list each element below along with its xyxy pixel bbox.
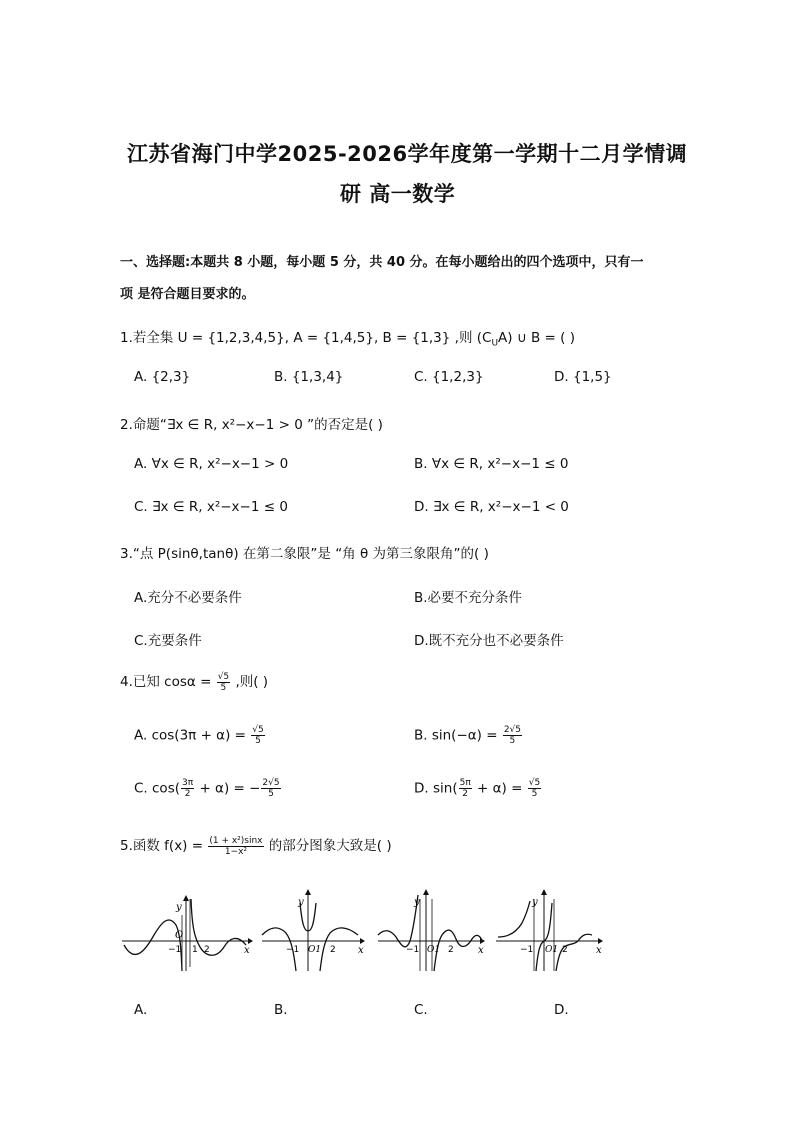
- q5-option-d[interactable]: D.: [554, 1002, 569, 1018]
- q5-option-b[interactable]: B.: [274, 1002, 288, 1018]
- graph-c-tick-2: 2: [448, 945, 454, 955]
- graph-c-curve-right: [434, 930, 482, 971]
- graph-c-y-label: y: [414, 897, 420, 908]
- q5-option-a[interactable]: A.: [134, 1002, 148, 1018]
- graph-b-tick-2: 2: [330, 945, 336, 955]
- graph-d-y-label: y: [532, 897, 538, 908]
- q4-stem-num: √5: [217, 671, 230, 682]
- q1-stem-tail: A) ∪ B = ( ): [498, 330, 575, 346]
- graph-c-y-arrow: [423, 889, 429, 895]
- question-4-stem: [120, 670, 268, 693]
- graph-d-tick-2: 2: [562, 945, 568, 955]
- graph-a-tick-m1: −1: [168, 945, 182, 955]
- q4d-num: √5: [528, 778, 541, 788]
- q4c-den: 5: [268, 789, 274, 799]
- q4b-fraction: [503, 725, 522, 746]
- page-subtitle: 研 高一数学: [340, 182, 456, 206]
- graph-b-x-arrow: [360, 938, 365, 944]
- graph-c-x-label: x: [478, 945, 484, 956]
- graph-d-x-label: x: [596, 945, 602, 956]
- graph-b-y-arrow: [305, 889, 311, 895]
- q4c-fraction: [261, 778, 280, 799]
- q4a-fraction: [251, 725, 264, 746]
- q4c-mid: + α) = −: [195, 780, 261, 797]
- graph-b-tick-m1: −1: [286, 945, 300, 955]
- graph-a-y-label: y: [176, 902, 182, 913]
- q4c-pre: C. cos(: [134, 780, 180, 797]
- q4d-den0: 2: [462, 789, 469, 799]
- q3-option-a[interactable]: A.充分不必要条件: [134, 590, 242, 606]
- q3-option-c[interactable]: C.充要条件: [134, 633, 202, 649]
- q4a-den: 5: [255, 736, 261, 746]
- q4-option-a[interactable]: [134, 725, 266, 746]
- q5-option-c[interactable]: C.: [414, 1002, 428, 1018]
- q4b-num: 2√5: [503, 725, 522, 735]
- q4-stem-den: 5: [220, 682, 227, 693]
- graph-b-curve-right: [320, 928, 358, 971]
- graph-a-x-arrow: [248, 938, 253, 944]
- page-title: 江苏省海门中学2025-2026学年度第一学期十二月学情调: [127, 142, 688, 166]
- q2-option-c[interactable]: C. ∃x ∈ R, x²−x−1 ≤ 0: [134, 499, 288, 515]
- q4-stem-fraction: [217, 672, 230, 693]
- q4d-fraction: [528, 778, 541, 799]
- graph-c-tick-m1: −1: [406, 945, 420, 955]
- q5-graph-b[interactable]: [260, 885, 372, 975]
- graph-a-x-label: x: [244, 945, 250, 956]
- graph-a-y-arrow: [183, 895, 189, 901]
- section-heading-line2: 项 是符合题目要求的。: [120, 287, 255, 302]
- q4a-num: √5: [252, 725, 264, 735]
- q4-stem-pre: 4.已知 cosα =: [120, 674, 216, 690]
- q4c-den0: 2: [184, 789, 191, 799]
- graph-a-tick-1: 1: [192, 945, 198, 955]
- q1-option-c[interactable]: C. {1,2,3}: [414, 369, 484, 385]
- q5-graph-c[interactable]: [376, 885, 492, 975]
- question-1-stem: [120, 326, 575, 349]
- q4d-mid: + α) =: [472, 780, 527, 797]
- q4c-num0: 3π: [182, 778, 194, 788]
- q4d-den: 5: [531, 789, 538, 799]
- q5-stem-pre: 5.函数 f(x) =: [120, 838, 208, 854]
- graph-d-o1: O1: [545, 945, 559, 955]
- q4c-num: 2√5: [262, 778, 280, 788]
- graph-a-origin-label: O: [175, 930, 184, 941]
- q1-option-b[interactable]: B. {1,3,4}: [274, 369, 344, 385]
- q5-graph-a[interactable]: [120, 885, 256, 975]
- q4-option-d[interactable]: [414, 778, 542, 799]
- question-2-stem: 2.命题“∃x ∈ R, x²−x−1 > 0 ”的否定是( ): [120, 417, 383, 433]
- graph-a-curve-right: [191, 899, 246, 955]
- graph-b-o1: O1: [308, 945, 322, 955]
- q4-option-c[interactable]: [134, 778, 282, 799]
- q4d-pre: D. sin(: [414, 780, 458, 797]
- q1-stem-text: 1.若全集 U = {1,2,3,4,5}, A = {1,4,5}, B = {1,3} ,则 (C: [120, 330, 492, 346]
- q5-stem-den: 1−x²: [224, 846, 248, 857]
- graph-b-y-label: y: [298, 897, 304, 908]
- graph-a-tick-2: 2: [204, 945, 210, 955]
- graph-b-x-label: x: [358, 945, 364, 956]
- q1-option-a[interactable]: A. {2,3}: [134, 369, 191, 385]
- question-3-stem: 3.“点 P(sinθ,tanθ) 在第二象限”是 “角 θ 为第三象限角”的( ): [120, 546, 489, 562]
- graph-d-x-arrow: [598, 938, 603, 944]
- q3-option-d[interactable]: D.既不充分也不必要条件: [414, 633, 564, 649]
- q2-option-a[interactable]: A. ∀x ∈ R, x²−x−1 > 0: [134, 456, 289, 472]
- question-5-stem: [120, 834, 392, 857]
- q4-option-b[interactable]: [414, 725, 523, 746]
- graph-d-y-arrow: [541, 889, 547, 895]
- section-heading-line1: 一、选择题:本题共 8 小题，每小题 5 分，共 40 分。在每小题给出的四个选项中，只有一: [120, 255, 644, 270]
- q2-option-d[interactable]: D. ∃x ∈ R, x²−x−1 < 0: [414, 499, 569, 515]
- q4b-pre: B. sin(−α) =: [414, 727, 502, 744]
- q5-stem-fraction: [208, 836, 263, 857]
- q4b-den: 5: [509, 736, 516, 746]
- graph-c-curve-left: [378, 895, 418, 947]
- q5-stem-post: 的部分图象大致是( ): [264, 838, 392, 854]
- q2-option-b[interactable]: B. ∀x ∈ R, x²−x−1 ≤ 0: [414, 456, 569, 472]
- q4-stem-post: ,则( ): [231, 674, 269, 690]
- q3-option-b[interactable]: B.必要不充分条件: [414, 590, 523, 606]
- q1-option-d[interactable]: D. {1,5}: [554, 369, 612, 385]
- q4a-pre: A. cos(3π + α) =: [134, 727, 251, 744]
- q4d-frac0: [459, 778, 472, 799]
- q1-stem-sub: U: [491, 338, 499, 349]
- graph-d-curve-left: [498, 901, 530, 937]
- graph-c-o1: O1: [427, 945, 441, 955]
- q5-stem-num: (1 + x²)sinx: [209, 835, 263, 846]
- graph-d-tick-m1: −1: [520, 945, 534, 955]
- q5-graph-d[interactable]: [494, 885, 610, 975]
- q4c-frac0: [181, 778, 194, 799]
- q4d-num0: 5π: [459, 778, 471, 788]
